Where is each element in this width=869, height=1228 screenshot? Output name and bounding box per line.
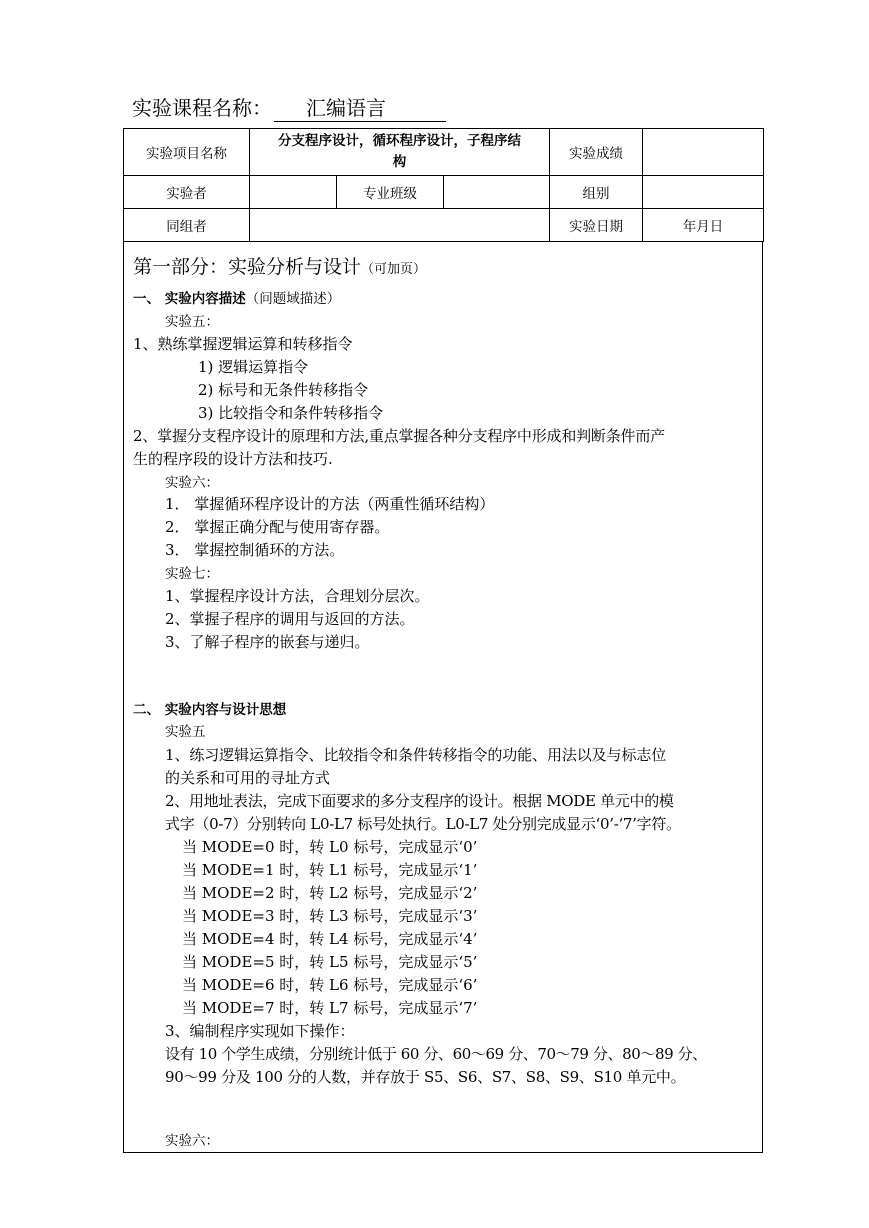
major-value[interactable] <box>444 176 550 209</box>
exp6-item-2: 2． 掌握正确分配与使用寄存器。 <box>165 518 390 536</box>
mode-line-5: 当 MODE=5 时，转 L5 标号，完成显示‘5’ <box>182 953 478 971</box>
exp5-item2-line2: 生的程序段的设计方法和技巧. <box>133 450 333 468</box>
mode-line-1: 当 MODE=1 时，转 L1 标号，完成显示‘1’ <box>182 861 478 879</box>
s2-p3-line1: 设有 10 个学生成绩，分别统计低于 60 分、60～69 分、70～79 分、80～89 分、 <box>165 1045 707 1063</box>
score-value[interactable] <box>643 129 764 176</box>
experimenter-label: 实验者 <box>124 176 250 209</box>
course-name: 汇编语言 <box>274 92 446 122</box>
experimenter-value[interactable] <box>250 176 337 209</box>
mode-line-3: 当 MODE=3 时，转 L3 标号，完成显示‘3’ <box>182 907 478 925</box>
major-label: 专业班级 <box>337 176 444 209</box>
mode-line-7: 当 MODE=7 时，转 L7 标号，完成显示‘7’ <box>182 999 478 1017</box>
exp6-item-1: 1． 掌握循环程序设计的方法（两重性循环结构） <box>165 495 495 513</box>
exp5-label: 实验五： <box>165 314 219 330</box>
exp7-item-1: 1、掌握程序设计方法，合理划分层次。 <box>165 587 430 605</box>
mode-line-6: 当 MODE=6 时，转 L6 标号，完成显示‘6’ <box>182 976 478 994</box>
exp5-sub-2: 2) 标号和无条件转移指令 <box>198 381 369 399</box>
project-value <box>250 129 550 176</box>
exp5-item1: 1、熟练掌握逻辑运算和转移指令 <box>133 335 353 353</box>
project-value-line1: 分支程序设计，循环程序设计，子程序结 <box>278 133 521 149</box>
part1-heading <box>133 258 426 279</box>
course-title <box>132 92 446 122</box>
date-value: 年月日 <box>643 209 764 242</box>
section1-title: 一、 实验内容描述 <box>133 291 246 307</box>
exp6-item-3: 3． 掌握控制循环的方法。 <box>165 541 345 559</box>
s2-p3-line2: 90～99 分及 100 分的人数，并存放于 S5、S6、S7、S8、S9、S10 单元中。 <box>165 1068 686 1086</box>
partner-label: 同组者 <box>124 209 250 242</box>
date-label: 实验日期 <box>550 209 643 242</box>
section2-heading: 二、 实验内容与设计思想 <box>133 702 287 718</box>
header-table <box>123 128 764 242</box>
mode-line-0: 当 MODE=0 时，转 L0 标号，完成显示‘0’ <box>182 838 478 856</box>
content-box <box>123 242 763 1153</box>
s2-p1-line2: 的关系和可用的寻址方式 <box>165 769 331 787</box>
s2-exp5-label: 实验五 <box>165 724 206 740</box>
section1-heading <box>133 290 340 308</box>
course-label: 实验课程名称： <box>132 96 272 120</box>
exp7-item-2: 2、掌握子程序的调用与返回的方法。 <box>165 610 415 628</box>
score-label: 实验成绩 <box>550 129 643 176</box>
exp7-item-3: 3、了解子程序的嵌套与递归。 <box>165 633 370 651</box>
mode-line-2: 当 MODE=2 时，转 L2 标号，完成显示‘2’ <box>182 884 478 902</box>
project-label: 实验项目名称 <box>124 129 250 176</box>
s2-p2-line2: 式字（0-7）分别转向 L0-L7 标号处执行。L0-L7 处分别完成显示‘0’-‘7’字符。 <box>165 815 681 833</box>
part1-title: 第一部分：实验分析与设计 <box>133 256 362 278</box>
s2-p1-line1: 1、练习逻辑运算指令、比较指令和条件转移指令的功能、用法以及与标志位 <box>165 746 667 764</box>
exp5-sub-1: 1) 逻辑运算指令 <box>198 358 309 376</box>
exp5-item2-line1: 2、掌握分支程序设计的原理和方法,重点掌握各种分支程序中形成和判断条件而产 <box>133 427 665 445</box>
mode-line-4: 当 MODE=4 时，转 L4 标号，完成显示‘4’ <box>182 930 478 948</box>
exp6-label: 实验六： <box>165 475 219 491</box>
s2-exp6-label: 实验六： <box>165 1133 219 1149</box>
group-value[interactable] <box>643 176 764 209</box>
group-label: 组别 <box>550 176 643 209</box>
section1-note: （问题域描述） <box>245 291 341 307</box>
exp7-label: 实验七： <box>165 566 219 582</box>
exp5-sub-3: 3) 比较指令和条件转移指令 <box>198 404 384 422</box>
s2-p2-line1: 2、用地址表法，完成下面要求的多分支程序的设计。根据 MODE 单元中的模 <box>165 792 674 810</box>
project-value-line2: 构 <box>392 154 407 170</box>
s2-p3: 3、编制程序实现如下操作： <box>165 1022 355 1040</box>
partner-value[interactable] <box>250 209 550 242</box>
part1-note: （可加页） <box>361 262 427 277</box>
